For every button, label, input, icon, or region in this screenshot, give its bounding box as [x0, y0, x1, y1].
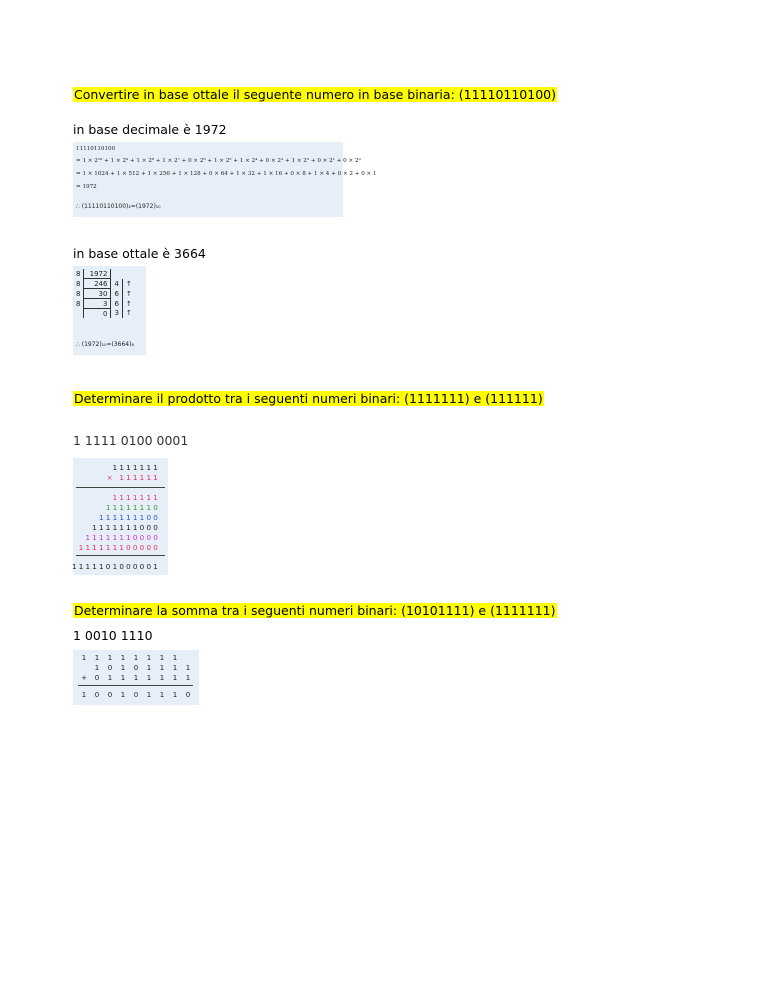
divider [78, 685, 193, 686]
digit: 1 [146, 691, 152, 699]
partial-product: 1111111 [112, 493, 160, 502]
up-arrow-icon: ↑ [125, 279, 132, 288]
divider [76, 487, 165, 488]
carry-digit: 1 [159, 654, 165, 662]
digit: 1 [146, 674, 152, 682]
up-arrow-icon: ↑ [125, 309, 132, 318]
octal-value: 30 [84, 289, 111, 299]
carry-digit: 1 [172, 654, 178, 662]
decimal-calc-result: ∴ (11110110100)₂=(1972)₁₀ [76, 203, 161, 210]
digit: 1 [159, 664, 165, 672]
carry-digit: 1 [81, 654, 87, 662]
section-1-heading: Convertire in base ottale il seguente numero in base binaria: (11110110100) [74, 87, 556, 102]
digit: 1 [120, 674, 126, 682]
product-calc-image [73, 458, 168, 575]
octal-division-table [73, 269, 135, 318]
octal-result-text: in base ottale è 3664 [73, 246, 206, 261]
octal-remainder [111, 269, 122, 279]
decimal-calc-line-4: = 1972 [76, 184, 97, 190]
digit: 1 [81, 691, 87, 699]
digit: 1 [159, 674, 165, 682]
octal-divisor: 8 [73, 279, 84, 289]
digit: 1 [107, 674, 113, 682]
partial-product: 1111111000 [92, 523, 160, 532]
partial-product: 11111110000 [85, 533, 160, 542]
octal-row [73, 289, 135, 299]
partial-product: 111111100000 [78, 543, 160, 552]
digit: 1 [146, 664, 152, 672]
octal-value: 246 [84, 279, 111, 289]
multiplicand: 1111111 [112, 463, 160, 472]
carry-digit: 1 [94, 654, 100, 662]
multiplier: × 111111 [106, 473, 160, 482]
decimal-result-text: in base decimale è 1972 [73, 122, 227, 137]
digit: 0 [107, 664, 113, 672]
octal-divisor [73, 309, 84, 319]
digit: 1 [172, 674, 178, 682]
carry-digit: 1 [107, 654, 113, 662]
digit: 1 [185, 664, 191, 672]
digit: 1 [159, 691, 165, 699]
octal-remainder: 4 [111, 279, 122, 289]
section-2-heading: Determinare il prodotto tra i seguenti numeri binari: (1111111) e (111111) [74, 391, 543, 406]
sum-result-text: 1 0010 1110 [73, 628, 153, 643]
decimal-calc-line-2: = 1 × 2¹⁰ + 1 × 2⁹ + 1 × 2⁸ + 1 × 2⁷ + 0 × 2⁶ + 1 × 2⁵ + 1 × 2⁴ + 0 × 2³ + 1 × 2² + 0 × 2¹ + 0 × 2⁰ [76, 158, 361, 164]
octal-row [73, 299, 135, 309]
partial-product: 111111100 [99, 513, 160, 522]
digit: 1 [120, 691, 126, 699]
octal-row [73, 269, 135, 279]
octal-remainder: 6 [111, 299, 122, 309]
octal-divisor: 8 [73, 299, 84, 309]
up-arrow-icon: ↑ [125, 299, 132, 308]
octal-remainder: 3 [111, 309, 122, 319]
decimal-calc-line-1: 11110110100 [76, 146, 116, 152]
digit: 0 [185, 691, 191, 699]
digit: 0 [94, 674, 100, 682]
section-3-heading: Determinare la somma tra i seguenti numeri binari: (10101111) e (1111111) [74, 603, 556, 618]
digit: 0 [107, 691, 113, 699]
partial-product: 11111110 [105, 503, 160, 512]
decimal-calc-line-3: = 1 × 1024 + 1 × 512 + 1 × 256 + 1 × 128 + 0 × 64 + 1 × 32 + 1 × 16 + 0 × 8 + 1 × 4 + 0 × 2 + 0 × 1 [76, 171, 377, 177]
sum-calc-image [73, 650, 199, 705]
up-arrow-icon: ↑ [125, 289, 132, 298]
carry-digit: 1 [120, 654, 126, 662]
product-total: 1111101000001 [71, 562, 160, 571]
up-arrow-icon [122, 269, 134, 279]
octal-divisor: 8 [73, 269, 84, 279]
octal-calc-image [73, 266, 146, 355]
octal-row [73, 309, 135, 319]
octal-remainder: 6 [111, 289, 122, 299]
plus-sign: + [81, 674, 87, 682]
digit: 1 [120, 664, 126, 672]
digit: 1 [172, 664, 178, 672]
digit: 0 [133, 664, 139, 672]
octal-value: 1972 [84, 269, 111, 279]
product-result-text: 1 1111 0100 0001 [73, 433, 189, 448]
digit: 1 [172, 691, 178, 699]
octal-value: 0 [84, 309, 111, 319]
octal-value: 3 [84, 299, 111, 309]
divider [76, 555, 165, 556]
decimal-calc-image [73, 142, 377, 217]
digit: 1 [133, 674, 139, 682]
digit: 0 [94, 691, 100, 699]
octal-divisor: 8 [73, 289, 84, 299]
octal-calc-result: ∴ (1972)₁₀=(3664)₈ [76, 341, 134, 348]
digit: 1 [94, 664, 100, 672]
carry-digit: 1 [133, 654, 139, 662]
carry-digit: 1 [146, 654, 152, 662]
digit: 1 [185, 674, 191, 682]
digit: 0 [133, 691, 139, 699]
octal-row [73, 279, 135, 289]
